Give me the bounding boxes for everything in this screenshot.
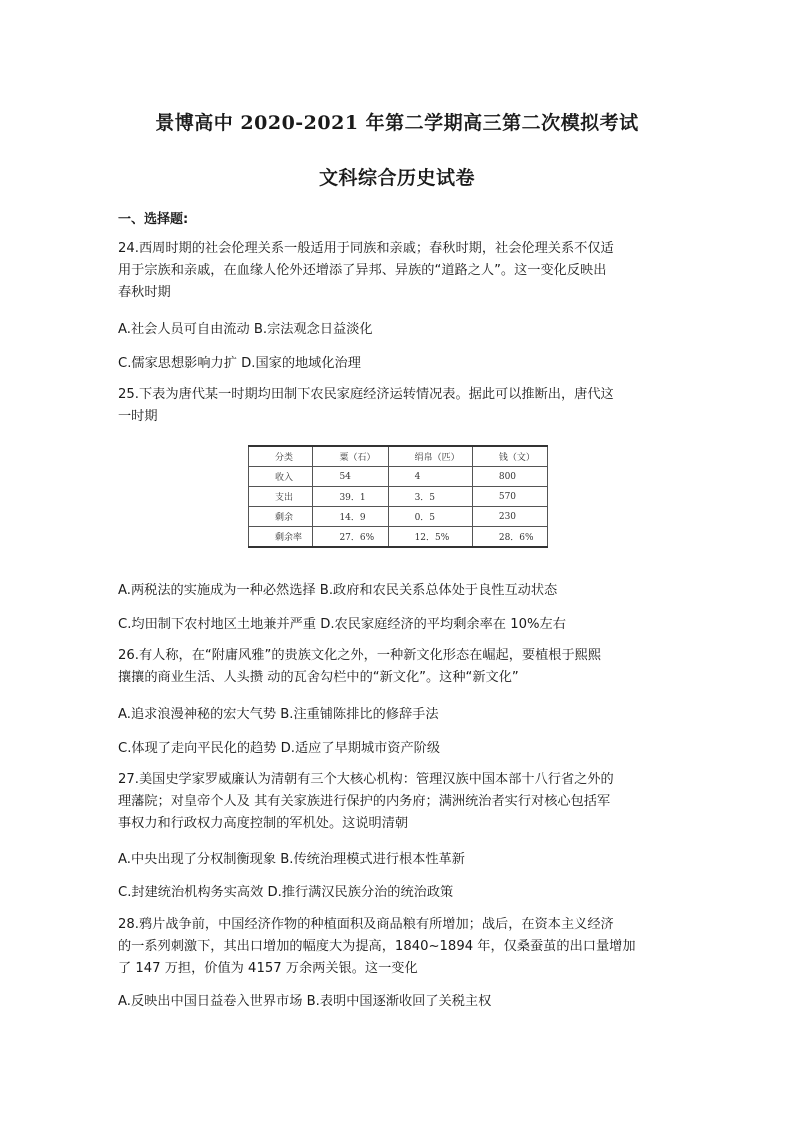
table-cell: 27．6% [313, 527, 388, 548]
grain-economy-table [248, 445, 548, 548]
table-header-row [249, 446, 548, 467]
table-cell: 28．6% [472, 527, 547, 548]
question-26-options-ab: A.追求浪漫神秘的宏大气势 B.注重铺陈排比的修辞手法 [118, 707, 439, 722]
section-heading: 一、选择题: [118, 212, 189, 227]
exam-subtitle: 文科综合历史试卷 [318, 167, 475, 189]
question-24-options-ab: A.社会人员可自由流动 B.宗法观念日益淡化 [118, 322, 373, 337]
question-28-stem [118, 914, 678, 980]
table-header-cell: 分类 [249, 446, 313, 467]
stem-line: 事权力和行政权力高度控制的军机处。这说明清朝 [118, 816, 409, 831]
stem-line: 26.有人称，在“附庸风雅”的贵族文化之外，一种新文化形态在崛起，要植根于熙熙 [118, 648, 602, 663]
question-25-stem [118, 384, 678, 428]
table-cell: 54 [313, 467, 388, 487]
question-27-options-ab: A.中央出现了分权制衡现象 B.传统治理模式进行根本性革新 [118, 852, 465, 867]
table-header-cell: 绢帛（匹） [388, 446, 472, 467]
table-cell: 3．5 [388, 487, 472, 507]
stem-line: 了 147 万担，价值为 4157 万余两关银。这一变化 [118, 961, 418, 976]
question-24-stem [118, 238, 678, 304]
table-cell: 剩余率 [249, 527, 313, 548]
question-25-options-cd: C.均田制下农村地区土地兼并严重 D.农民家庭经济的平均剩余率在 10%左右 [118, 617, 566, 632]
stem-line: 24.西周时期的社会伦理关系一般适用于同族和亲戚；春秋时期，社会伦理关系不仅适 [118, 241, 614, 256]
stem-line: 28.鸦片战争前，中国经济作物的种植面积及商品粮有所增加；战后，在资本主义经济 [118, 917, 614, 932]
table-cell: 支出 [249, 487, 313, 507]
table-cell: 收入 [249, 467, 313, 487]
stem-line: 27.美国史学家罗威廉认为清朝有三个大核心机构：管理汉族中国本部十八行省之外的 [118, 772, 614, 787]
question-28-options-ab: A.反映出中国日益卷入世界市场 B.表明中国逐渐收回了关税主权 [118, 994, 492, 1009]
table-header-cell: 钱（文） [472, 446, 547, 467]
stem-line: 春秋时期 [118, 285, 171, 300]
stem-line: 25.下表为唐代某一时期均田制下农民家庭经济运转情况表。据此可以推断出，唐代这 [118, 387, 614, 402]
stem-line: 理藩院；对皇帝个人及 其有关家族进行保护的内务府；满洲统治者实行对核心包括军 [118, 794, 611, 809]
question-27-stem [118, 769, 678, 835]
question-25-options-ab: A.两税法的实施成为一种必然选择 B.政府和农民关系总体处于良性互动状态 [118, 583, 558, 598]
table-cell: 14．9 [313, 507, 388, 527]
stem-line: 攘攘的商业生活、人头攒 动的瓦舍勾栏中的“新文化”。这种“新文化” [118, 670, 519, 685]
table-cell: 39．1 [313, 487, 388, 507]
question-27-options-cd: C.封建统治机构务实高效 D.推行满汉民族分治的统治政策 [118, 885, 454, 900]
table-row [249, 487, 548, 507]
table-cell: 剩余 [249, 507, 313, 527]
table-header-cell: 粟（石） [313, 446, 388, 467]
question-24-options-cd: C.儒家思想影响力扩 D.国家的地域化治理 [118, 356, 361, 371]
table-row [249, 467, 548, 487]
table-cell: 4 [388, 467, 472, 487]
stem-line: 用于宗族和亲戚，在血缘人伦外还增添了异邦、异族的“道路之人”。这一变化反映出 [118, 263, 607, 278]
table-cell: 230 [472, 507, 547, 527]
question-26-options-cd: C.体现了走向平民化的趋势 D.适应了早期城市资产阶级 [118, 741, 441, 756]
table-cell: 570 [472, 487, 547, 507]
table-cell: 800 [472, 467, 547, 487]
stem-line: 一时期 [118, 409, 158, 424]
table-row [249, 527, 548, 548]
table-row [249, 507, 548, 527]
stem-line: 的一系列刺激下，其出口增加的幅度大为提高，1840~1894 年，仅桑蚕茧的出口量增加 [118, 939, 636, 954]
table-cell: 12．5% [388, 527, 472, 548]
exam-title: 景博高中 2020-2021 年第二学期高三第二次模拟考试 [155, 112, 639, 134]
table-cell: 0．5 [388, 507, 472, 527]
question-26-stem [118, 645, 678, 689]
